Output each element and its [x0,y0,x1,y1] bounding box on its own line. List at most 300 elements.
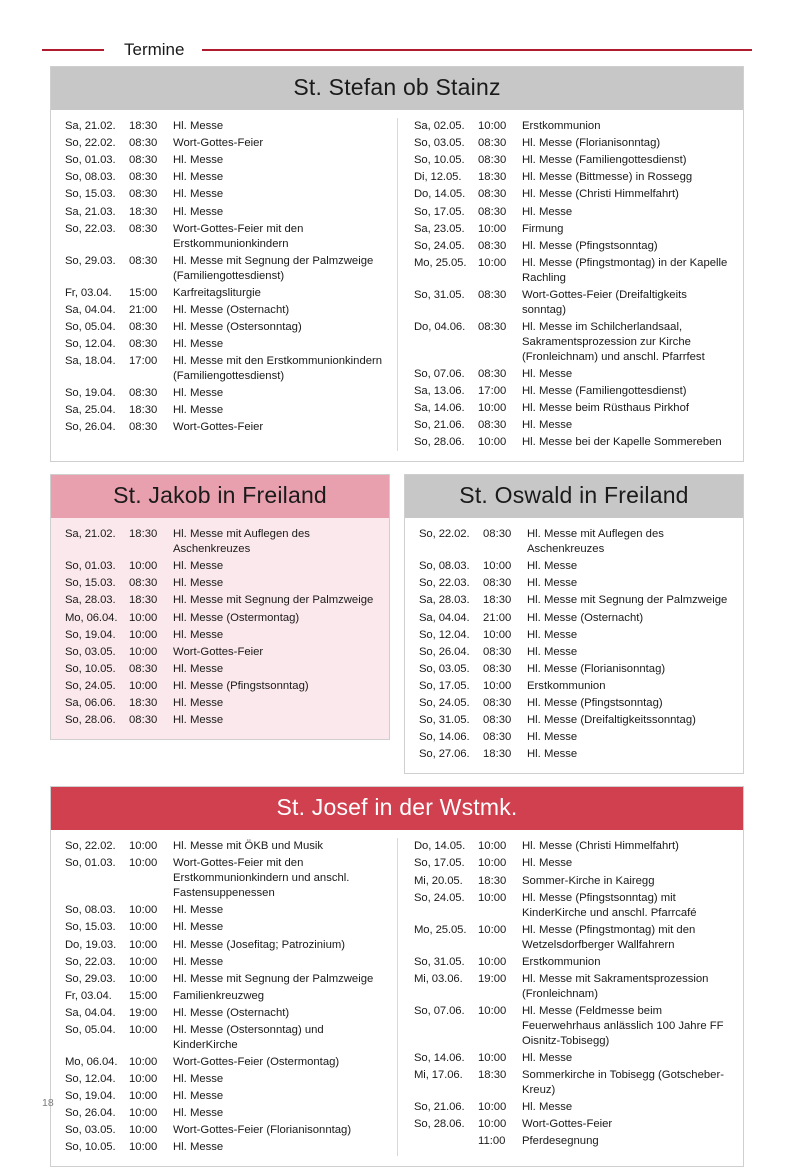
event-description: Hl. Messe (Pfingstsonntag) [527,696,663,709]
event-description: Hl. Messe [173,955,224,968]
table-row [65,661,375,678]
event-date: So, 31.05. [414,955,465,968]
table-row [414,434,733,451]
table-row [65,712,375,729]
event-time: 10:00 [129,840,158,853]
section-st-josef-in-der-wstmk [50,786,744,1167]
event-time: 18:30 [129,120,158,133]
table-row [414,872,733,889]
table-row [414,1003,733,1050]
event-time: 08:30 [129,421,158,434]
table-row [65,1139,387,1156]
event-time: 08:30 [483,696,512,709]
event-date: So, 17.05. [414,857,465,870]
event-date: Sa, 21.02. [65,120,116,133]
event-date: So, 26.04. [65,1107,116,1120]
table-row [65,558,375,575]
event-time: 10:00 [129,1056,158,1068]
table-row [65,1071,387,1088]
event-description: Wort-Gottes-Feier mit den Erstkommunionkindern und anschl. Fastensuppenessen [173,857,350,900]
table-row [65,221,387,253]
event-time: 19:00 [478,972,507,985]
event-date: So, 17.05. [414,205,465,218]
event-description: Erstkommunion [522,955,601,968]
event-time: 10:00 [478,436,507,449]
table-row [65,838,387,855]
event-time: 18:30 [478,171,507,184]
event-time: 10:00 [478,1117,507,1130]
event-time: 10:00 [478,401,507,414]
table-row [419,575,729,592]
event-time: 10:00 [129,857,158,870]
event-description: Hl. Messe [173,577,224,590]
event-date: So, 27.06. [419,748,470,761]
schedule-column [51,118,397,451]
section-title: St. Josef in der Wstmk. [51,787,743,830]
table-row [419,678,729,695]
event-description: Wort-Gottes-Feier (Dreifaltigkeits sonntag) [522,288,687,316]
event-time: 18:30 [129,404,158,417]
event-description: Hl. Messe beim Rüsthaus Pirkhof [522,401,690,414]
table-row [414,971,733,1003]
event-date: So, 24.05. [419,696,470,709]
event-date: So, 28.06. [414,1117,465,1130]
event-description: Wort-Gottes-Feier (Ostermontag) [173,1056,340,1068]
event-description: Hl. Messe [522,205,573,218]
event-description: Wort-Gottes-Feier [522,1117,613,1130]
schedule-column [397,838,743,1156]
table-row [65,118,387,135]
event-date: So, 28.06. [65,714,116,727]
event-description: Erstkommunion [527,679,606,692]
table-row [65,402,387,419]
table-row [419,661,729,678]
event-description: Hl. Messe (Christi Himmelfahrt) [522,188,679,201]
event-description: Karfreitagsliturgie [173,286,261,299]
event-description: Hl. Messe [173,188,224,201]
event-time: 10:00 [129,921,158,934]
table-row [414,169,733,186]
event-date: So, 22.02. [65,840,116,853]
event-description: Hl. Messe [173,1141,224,1154]
event-description: Hl. Messe (Osternacht) [173,303,290,316]
event-time: 10:00 [478,256,507,269]
event-description: Hl. Messe [527,577,578,590]
event-time: 10:00 [478,1004,507,1017]
event-description: Hl. Messe (Josefitag; Patrozinium) [173,938,346,951]
table-row [414,135,733,152]
event-date: Do, 19.03. [65,938,117,951]
event-time: 10:00 [129,1090,158,1103]
table-row [414,186,733,203]
event-time: 18:30 [483,748,512,761]
event-description: Hl. Messe [522,857,573,870]
event-date: So, 17.05. [419,679,470,692]
event-date: So, 26.04. [65,421,116,434]
table-row [419,592,729,609]
event-description: Hl. Messe [173,120,224,133]
event-time: 10:00 [129,1024,158,1036]
event-time: 18:30 [129,528,158,541]
event-description: Hl. Messe [173,560,224,573]
event-date: Sa, 13.06. [414,384,465,397]
table-row [414,366,733,383]
event-date: Sa, 21.03. [65,205,116,218]
table-row [65,203,387,220]
section-pair [50,474,744,774]
event-date: So, 22.03. [65,222,116,235]
table-row [419,712,729,729]
event-date: So, 05.04. [65,320,116,333]
table-row [414,238,733,255]
event-date: Mo, 25.05. [414,256,467,269]
event-time: 08:30 [129,154,158,167]
table-row [65,1088,387,1105]
table-row [65,988,387,1005]
header-rule-right [202,49,752,51]
event-time: 08:30 [478,137,507,150]
event-date: So, 22.03. [65,955,116,968]
page-title: Termine [124,40,185,59]
event-date: So, 15.03. [65,188,116,201]
schedule-table [414,118,733,451]
table-row [65,644,375,661]
table-row [65,627,375,644]
event-description: Hl. Messe mit Segnung der Palmzweige [173,972,374,985]
event-time: 08:30 [483,528,512,541]
table-row [65,954,387,971]
event-time: 10:00 [478,857,507,870]
event-time: 10:00 [129,560,158,573]
table-row [65,695,375,712]
event-description: Hl. Messe (Christi Himmelfahrt) [522,840,679,853]
event-date: So, 03.05. [65,645,116,658]
event-date: Sa, 04.04. [65,303,116,316]
event-date [414,1133,478,1150]
table-row [65,936,387,953]
table-row [65,253,387,285]
event-date: Do, 04.06. [414,320,466,333]
event-time: 18:30 [478,1068,507,1081]
event-description: Hl. Messe [173,171,224,184]
event-date: Sa, 23.05. [414,222,465,235]
event-date: So, 15.03. [65,577,116,590]
event-time: 10:00 [483,628,512,641]
event-date: So, 19.04. [65,628,116,641]
event-description: Wort-Gottes-Feier (Florianisonntag) [173,1124,352,1137]
table-row [414,1099,733,1116]
event-date: So, 07.06. [414,1004,465,1017]
table-row [419,729,729,746]
event-time: 08:30 [478,188,507,201]
event-description: Hl. Messe [173,696,224,709]
event-time: 21:00 [129,303,158,316]
event-time: 10:00 [129,1107,158,1120]
table-row [65,285,387,302]
event-time: 08:30 [129,222,158,235]
event-date: Sa, 28.03. [419,594,470,607]
event-time: 10:00 [478,891,507,904]
event-description: Hl. Messe (Pfingstmontag) in der Kapelle Rachling [522,256,728,284]
table-row [414,855,733,872]
event-description: Hl. Messe (Dreifaltigkeitssonntag) [527,714,696,727]
event-date: So, 10.05. [65,1141,116,1154]
table-row [419,644,729,661]
event-time: 10:00 [129,1124,158,1137]
event-description: Hl. Messe [527,628,578,641]
event-time: 08:30 [129,137,158,150]
table-row [414,1116,733,1133]
event-description: Hl. Messe [522,1100,573,1113]
table-row [65,1105,387,1122]
event-description: Hl. Messe mit Sakramentsprozession (Fronleichnam) [522,972,709,1000]
event-description: Hl. Messe (Osternacht) [527,611,644,624]
event-time: 17:00 [478,384,507,397]
table-row [414,203,733,220]
section-st-stefan-ob-stainz [50,66,744,462]
table-row [65,353,387,385]
event-date: So, 12.04. [65,337,116,350]
event-time: 15:00 [129,286,158,299]
table-row [65,971,387,988]
event-time: 08:30 [129,171,158,184]
table-row [65,902,387,919]
event-date: So, 01.03. [65,560,116,573]
event-description: Hl. Messe mit Segnung der Palmzweige [173,594,374,607]
event-time: 08:30 [129,188,158,201]
event-time: 18:30 [129,696,158,709]
schedule-column [51,838,397,1156]
event-description: Hl. Messe [173,154,224,167]
event-description: Hl. Messe (Pfingstsonntag) [173,679,309,692]
event-description: Hl. Messe mit Auflegen des Aschenkreuzes [527,528,664,556]
event-date: So, 12.04. [419,628,470,641]
event-date: So, 10.05. [414,154,465,167]
event-description: Hl. Messe [173,662,224,675]
event-date: So, 14.06. [419,731,470,744]
event-date: So, 21.06. [414,419,465,432]
table-row [65,186,387,203]
event-date: So, 22.03. [419,577,470,590]
event-description: Hl. Messe [173,904,224,917]
event-description: Hl. Messe bei der Kapelle Sommereben [522,436,722,449]
event-date: So, 21.06. [414,1100,465,1113]
table-row [414,1050,733,1067]
event-time: 10:00 [129,611,158,624]
event-description: Hl. Messe [173,1090,224,1103]
table-row [65,678,375,695]
event-date: So, 07.06. [414,367,465,380]
event-date: So, 01.03. [65,154,116,167]
event-date: Do, 14.05. [414,840,466,853]
table-row [65,302,387,319]
table-row [419,558,729,575]
schedule-table [65,526,375,729]
event-description: Sommerkirche in Tobisegg (Gotscheber-Kreuz) [522,1068,724,1096]
event-time: 10:00 [478,840,507,853]
event-date: Sa, 04.04. [65,1006,116,1019]
event-time: 15:00 [129,989,158,1002]
event-time: 11:00 [478,1134,506,1147]
event-date: So, 22.02. [419,528,470,541]
table-row [419,609,729,626]
event-time: 10:00 [129,645,158,658]
event-time: 10:00 [129,628,158,641]
event-description: Hl. Messe (Ostermontag) [173,611,300,624]
header-rule-left [42,49,104,51]
table-row [65,419,387,436]
table-row [65,169,387,186]
event-date: So, 03.05. [419,662,470,675]
event-time: 08:30 [129,337,158,350]
schedule-table [65,838,387,1156]
table-row [65,319,387,336]
event-date: Mo, 25.05. [414,923,467,936]
event-date: So, 03.05. [414,137,465,150]
event-time: 08:30 [483,577,512,590]
event-description: Hl. Messe (Ostersonntag) [173,320,302,333]
event-time: 10:00 [478,120,507,133]
event-description: Hl. Messe [527,560,578,573]
event-time: 18:30 [129,594,158,607]
table-row [414,287,733,319]
event-description: Hl. Messe (Pfingstsonntag) mit KinderKirche und anschl. Pfarrcafé [522,891,697,919]
event-date: Sa, 28.03. [65,594,116,607]
event-time: 17:00 [129,355,158,368]
event-description: Hl. Messe [173,337,224,350]
schedule-table [419,526,729,763]
event-date: So, 12.04. [65,1073,116,1086]
event-time: 10:00 [483,679,512,692]
event-time: 08:30 [129,320,158,333]
event-time: 10:00 [478,923,507,936]
schedule-column [65,526,375,729]
event-time: 08:30 [478,205,507,218]
table-row [419,526,729,558]
event-time: 10:00 [129,904,158,917]
event-description: Hl. Messe (Feldmesse beim Feuerwehrhaus anlässlich 100 Jahre FF Oisnitz-Tobisegg) [522,1004,724,1047]
event-description: Hl. Messe (Pfingstsonntag) [522,239,658,252]
event-date: So, 19.04. [65,387,116,400]
page-header [0,0,794,66]
event-date: So, 01.03. [65,857,116,870]
table-row [414,383,733,400]
event-date: So, 08.03. [65,904,116,917]
event-time: 10:00 [129,1073,158,1086]
event-time: 08:30 [478,154,507,167]
table-row [65,385,387,402]
event-time: 10:00 [478,222,507,235]
event-date: So, 29.03. [65,254,116,267]
event-time: 10:00 [478,955,507,968]
schedule-column [397,118,743,451]
event-date: Sa, 25.04. [65,404,116,417]
event-time: 08:30 [478,320,507,333]
section-title: St. Oswald in Freiland [405,475,743,518]
event-description: Pferdesegnung [522,1134,599,1147]
table-row [65,336,387,353]
table-row [414,954,733,971]
event-description: Hl. Messe (Florianisonntag) [522,137,661,150]
event-date: So, 28.06. [414,436,465,449]
table-row [414,118,733,135]
event-time: 08:30 [483,731,512,744]
table-row [419,746,729,763]
event-time: 08:30 [478,239,507,252]
event-date: So, 22.02. [65,137,116,150]
event-time: 10:00 [129,972,158,985]
event-description: Hl. Messe mit Segnung der Palmzweige (Familiengottesdienst) [173,254,374,282]
event-date: So, 31.05. [419,714,470,727]
table-row [414,1067,733,1099]
event-time: 18:30 [478,874,507,887]
event-description: Familienkreuzweg [173,989,265,1002]
event-date: So, 08.03. [65,171,116,184]
event-description: Hl. Messe mit Auflegen des Aschenkreuzes [173,528,310,556]
event-date: Mi, 17.06. [414,1068,463,1081]
table-row [65,152,387,169]
event-date: So, 26.04. [419,645,470,658]
table-row [419,695,729,712]
event-description: Hl. Messe (Pfingstmontag) mit den Wetzelsdorfberger Wallfahrern [522,923,696,951]
event-date: So, 05.04. [65,1024,116,1036]
event-description: Hl. Messe [173,205,224,218]
event-date: So, 19.04. [65,1090,116,1103]
event-description: Hl. Messe (Familiengottesdienst) [522,384,687,397]
event-time: 10:00 [483,560,512,573]
section-title: St. Stefan ob Stainz [51,67,743,110]
event-time: 10:00 [129,938,158,951]
event-description: Hl. Messe im Schilcherlandsaal, Sakramentsprozession zur Kirche (Fronleichnam) und anschl. Pfarrfest [522,320,705,363]
event-description: Erstkommunion [522,120,601,133]
schedule-content [0,66,794,1167]
table-row [65,1054,387,1071]
event-time: 08:30 [483,662,512,675]
event-description: Hl. Messe (Familiengottesdienst) [522,154,687,167]
event-time: 18:30 [129,205,158,218]
section-st-jakob-in-freiland [50,474,390,774]
event-date: So, 24.05. [414,239,465,252]
event-description: Hl. Messe [522,419,573,432]
event-date: So, 29.03. [65,972,116,985]
event-date: So, 03.05. [65,1124,116,1137]
table-row [65,592,375,609]
event-description: Sommer-Kirche in Kairegg [522,874,655,887]
event-time: 08:30 [129,662,158,675]
event-date: So, 24.05. [414,891,465,904]
schedule-table [65,118,387,436]
table-row [65,1122,387,1139]
event-date: Mo, 06.04. [65,611,118,624]
event-date: Sa, 06.06. [65,696,116,709]
event-time: 08:30 [478,367,507,380]
event-date: So, 15.03. [65,921,116,934]
schedule-column [419,526,729,763]
table-row [65,575,375,592]
table-row [65,855,387,902]
event-time: 08:30 [129,387,158,400]
table-row [414,400,733,417]
table-row [414,152,733,169]
event-description: Hl. Messe (Osternacht) [173,1006,290,1019]
page-number: 18 [42,1097,54,1109]
event-time: 19:00 [129,1006,158,1019]
event-date: Mi, 20.05. [414,874,463,887]
event-description: Wort-Gottes-Feier [173,645,264,658]
event-description: Wort-Gottes-Feier [173,421,264,434]
table-row [419,627,729,644]
event-time: 08:30 [483,645,512,658]
